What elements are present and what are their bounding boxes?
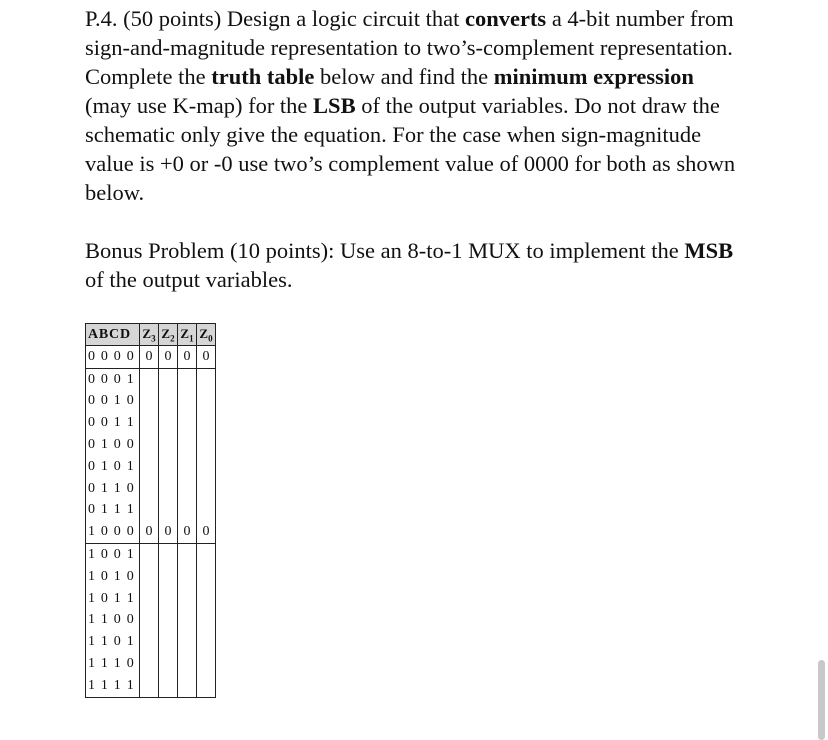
table-row [86, 456, 216, 478]
output-cell-z2[interactable] [159, 566, 178, 588]
problem-text: (may use K-map) for the [85, 93, 314, 118]
table-row [86, 368, 216, 390]
output-cell-z1[interactable] [178, 566, 197, 588]
problem-text: below and find the [314, 64, 494, 89]
output-cell-z3[interactable]: 0 [140, 346, 159, 369]
header-z2: $Z_2$ [159, 324, 178, 346]
output-cell-z0[interactable]: 0 [197, 346, 216, 369]
output-cell-z3[interactable]: 0 [140, 521, 159, 543]
output-cell-z1[interactable] [178, 456, 197, 478]
problem-text: a 4-bit number from sign-and-magnitude representation to two’s-complement representation. Complete the [85, 6, 734, 89]
output-cell-z2[interactable] [159, 478, 178, 500]
output-cell-z1[interactable] [178, 631, 197, 653]
output-cell-z2[interactable] [159, 631, 178, 653]
bonus-text: Bonus Problem (10 points): Use an 8-to-1 MUX to implement the [85, 238, 685, 263]
table-row [86, 521, 216, 543]
input-cell-abcd: 1 0 1 0 [86, 566, 140, 588]
output-cell-z2[interactable] [159, 500, 178, 522]
output-cell-z0[interactable] [197, 391, 216, 413]
input-cell-abcd: 0 0 0 0 [86, 346, 140, 369]
input-cell-abcd: 1 1 0 0 [86, 610, 140, 632]
bonus-bold-msb: MSB [684, 238, 734, 263]
output-cell-z1[interactable] [178, 588, 197, 610]
truth-table [85, 323, 216, 698]
problem-bold-minimum-expression: minimum expression [493, 64, 694, 89]
output-cell-z0[interactable] [197, 412, 216, 434]
output-cell-z3[interactable] [140, 566, 159, 588]
input-cell-abcd: 1 1 1 0 [86, 653, 140, 675]
output-cell-z1[interactable]: 0 [178, 346, 197, 369]
input-cell-abcd: 0 1 1 1 [86, 500, 140, 522]
output-cell-z1[interactable] [178, 544, 197, 566]
table-row [86, 675, 216, 697]
output-cell-z1[interactable] [178, 391, 197, 413]
header-z0: $Z_0$ [197, 324, 216, 346]
output-cell-z3[interactable] [140, 675, 159, 697]
output-cell-z3[interactable] [140, 653, 159, 675]
input-cell-abcd: 1 0 1 1 [86, 588, 140, 610]
output-cell-z0[interactable] [197, 566, 216, 588]
output-cell-z1[interactable] [178, 653, 197, 675]
output-cell-z2[interactable] [159, 675, 178, 697]
header-abcd: ABCD [86, 324, 140, 346]
output-cell-z1[interactable] [178, 500, 197, 522]
input-cell-abcd: 0 1 0 1 [86, 456, 140, 478]
input-cell-abcd: 0 1 0 0 [86, 434, 140, 456]
table-row [86, 631, 216, 653]
table-row [86, 566, 216, 588]
input-cell-abcd: 0 0 0 1 [86, 368, 140, 390]
output-cell-z2[interactable] [159, 610, 178, 632]
input-cell-abcd: 0 0 1 1 [86, 412, 140, 434]
output-cell-z0[interactable] [197, 368, 216, 390]
output-cell-z1[interactable] [178, 434, 197, 456]
table-row [86, 588, 216, 610]
problem-paragraph [85, 4, 745, 207]
table-row [86, 544, 216, 566]
output-cell-z3[interactable] [140, 391, 159, 413]
output-cell-z1[interactable]: 0 [178, 521, 197, 543]
input-cell-abcd: 0 0 1 0 [86, 391, 140, 413]
table-row [86, 610, 216, 632]
output-cell-z2[interactable] [159, 544, 178, 566]
output-cell-z2[interactable] [159, 588, 178, 610]
output-cell-z3[interactable] [140, 631, 159, 653]
input-cell-abcd: 0 1 1 0 [86, 478, 140, 500]
bonus-problem [85, 236, 745, 294]
output-cell-z3[interactable] [140, 456, 159, 478]
table-row [86, 478, 216, 500]
table-row [86, 346, 216, 369]
output-cell-z2[interactable] [159, 653, 178, 675]
output-cell-z3[interactable] [140, 500, 159, 522]
output-cell-z2[interactable] [159, 456, 178, 478]
output-cell-z2[interactable] [159, 368, 178, 390]
scrollbar-thumb[interactable] [818, 660, 825, 740]
output-cell-z0[interactable] [197, 478, 216, 500]
header-z3: $Z_3$ [140, 324, 159, 346]
input-cell-abcd: 1 1 1 1 [86, 675, 140, 697]
output-cell-z3[interactable] [140, 610, 159, 632]
output-cell-z3[interactable] [140, 412, 159, 434]
input-cell-abcd: 1 0 0 0 [86, 521, 140, 543]
output-cell-z1[interactable] [178, 368, 197, 390]
output-cell-z1[interactable] [178, 610, 197, 632]
output-cell-z3[interactable] [140, 544, 159, 566]
problem-text: P.4. (50 points) Design a logic circuit that [85, 6, 465, 31]
output-cell-z0[interactable] [197, 544, 216, 566]
output-cell-z2[interactable] [159, 434, 178, 456]
output-cell-z2[interactable] [159, 391, 178, 413]
output-cell-z3[interactable] [140, 478, 159, 500]
problem-statement [85, 4, 745, 207]
problem-bold-converts: converts [464, 6, 547, 31]
output-cell-z1[interactable] [178, 675, 197, 697]
output-cell-z0[interactable] [197, 610, 216, 632]
input-cell-abcd: 1 1 0 1 [86, 631, 140, 653]
table-row [86, 653, 216, 675]
problem-text: of the output variables. Do not draw the schematic only give the equation. For the case when sign-magnitude value is +0 or -0 use two’s complement value of 0000 for both as shown below. [85, 93, 736, 205]
bonus-paragraph [85, 236, 745, 294]
output-cell-z0[interactable]: 0 [197, 521, 216, 543]
truth-table-header-row [86, 324, 216, 346]
problem-bold-truth-table: truth table [211, 64, 315, 89]
problem-bold-lsb: LSB [313, 93, 356, 118]
header-z1: $Z_1$ [178, 324, 197, 346]
output-cell-z0[interactable] [197, 675, 216, 697]
output-cell-z2[interactable]: 0 [159, 521, 178, 543]
table-row [86, 500, 216, 522]
output-cell-z0[interactable] [197, 456, 216, 478]
output-cell-z1[interactable] [178, 412, 197, 434]
output-cell-z3[interactable] [140, 588, 159, 610]
output-cell-z3[interactable] [140, 434, 159, 456]
output-cell-z0[interactable] [197, 434, 216, 456]
output-cell-z0[interactable] [197, 500, 216, 522]
table-row [86, 412, 216, 434]
bonus-text: of the output variables. [85, 267, 293, 292]
output-cell-z2[interactable] [159, 412, 178, 434]
output-cell-z0[interactable] [197, 631, 216, 653]
table-row [86, 434, 216, 456]
table-row [86, 391, 216, 413]
output-cell-z0[interactable] [197, 653, 216, 675]
output-cell-z0[interactable] [197, 588, 216, 610]
output-cell-z3[interactable] [140, 368, 159, 390]
input-cell-abcd: 1 0 0 1 [86, 544, 140, 566]
output-cell-z2[interactable]: 0 [159, 346, 178, 369]
output-cell-z1[interactable] [178, 478, 197, 500]
